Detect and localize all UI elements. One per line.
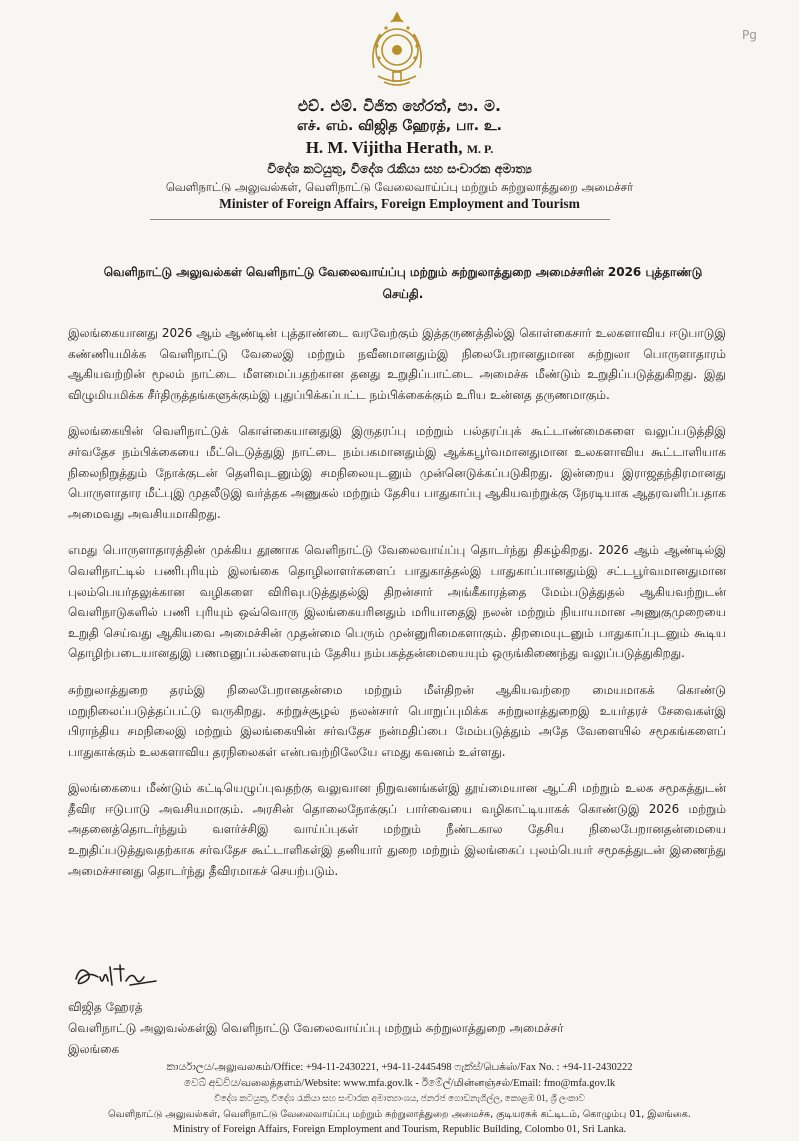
signature-block bbox=[68, 997, 564, 1060]
signatory-country: இலங்கை bbox=[68, 1042, 120, 1056]
footer-address-english: Ministry of Foreign Affairs, Foreign Employment and Tourism, Republic Building, Colombo 01, Sri Lanka. bbox=[172, 1124, 627, 1135]
name-english-suffix: M. P. bbox=[466, 142, 494, 156]
corner-mark: Pg bbox=[742, 28, 757, 42]
footer-address-tamil: வெளிநாட்டு அலுவல்கள், வெளிநாட்டு வேலைவாய்ப்பு மற்றும் சுற்றுலாத்துறை அமைச்சு, குடியரசுக் கட்டிடம், கொழும்பு 01, இலங்கை. bbox=[108, 1108, 691, 1120]
footer-contact: කාර්යාලය/அலுவலகம்/Office: +94-11-2430221, +94-11-2445498 ෆැක්ස්/பெக்ஸ்/Fax No. : +94-11-2430222 bbox=[166, 1062, 633, 1073]
name-tamil: எச். எம். விஜித ஹேரத், பா. உ. bbox=[297, 118, 502, 134]
name-english bbox=[0, 138, 799, 158]
name-sinhala: එච්. එම්. විජිත හේරත්, පා. ම. bbox=[297, 97, 502, 115]
header-divider bbox=[150, 219, 610, 220]
ministry-english: Minister of Foreign Affairs, Foreign Employment and Tourism bbox=[219, 196, 580, 211]
paragraph-3: எமது பொருளாதாரத்தின் முக்கிய தூணாக வெளிநாட்டு வேலைவாய்ப்பு தொடர்ந்து திகழ்கிறது. 2026 ஆம் ஆண்டில்இ வெளிநாட்டில் பணிபுரியும் இலங்கை தொழிலாளர்களைப் பாதுகாத்தல்இ பாதுகாப்பானதும்இ சட்டபூர்வமானதுமான புலம்பெயர்தலுக்கான வழிகளை விரிவுபடுத்துதல்இ திறன்சார் அங்கீகாரத்தை மேம்படுத்துதல் ஆகியவற்றுடன் வெளிநாடுகளில் பணி புரியும் ஒவ்வொரு இலங்கையரினதும் மரியாதைஇ நலன் மற்றும் நியாயமான அணுகுமுறையை உறுதி செய்வது ஆகியவை அமைச்சின் முதன்மை பெரும் முன்னுரிமைகளாகும். திறமையுடனும் பாதுகாப்புடனும் கூடிய தொழிற்படையானதுஇ பணமனுப்பல்களையும் தேசிய நம்பகத்தன்மையையும் ஒருங்கிணைந்து வலுப்படுத்துகிறது. bbox=[68, 543, 726, 661]
paragraph-5: இலங்கையை மீண்டும் கட்டியெழுப்புவதற்கு வலுவான நிறுவனங்கள்இ தூய்மையான ஆட்சி மற்றும் உலக சமூகத்துடன் தீவிர ஈடுபாடு அவசியமாகும். அரசின் தொலைநோக்குப் பார்வையை வழிகாட்டியாகக் கொண்டுஇ 2026 மற்றும் அதனைத்தொடர்ந்தும் வளர்ச்சிஇ வாய்ப்புகள் மற்றும் நீண்டகால தேசிய நிலைபேறானதன்மையை உறுதிப்படுத்துவதற்காக சர்வதேச கூட்டாளிகள்இ தனியார் துறை மற்றும் இலங்கைப் புலம்பெயர் சமூகத்துடன் இணைந்து அமைச்சானது தொடர்ந்து தீவிரமாகச் செயற்படும். bbox=[68, 781, 726, 878]
sri-lanka-emblem-icon bbox=[366, 10, 428, 90]
paragraph-4: சுற்றுலாத்துறை தரம்இ நிலைபேறானதன்மை மற்றும் மீள்திறன் ஆகியவற்றை மையமாகக் கொண்டு மறுநிலைப்படுத்தப்பட்டு வருகிறது. சுற்றுச்சூழல் நலன்சார் பொறுப்புமிக்க சுற்றுலாத்துறைஇ உயர்தரச் சேவைகள்இ பிராந்திய சமநிலைஇ மற்றும் இலங்கையின் சர்வதேச நன்மதிப்பை மேம்படுத்தும் அதே வேளையில் சமூகங்களைப் பாதுகாக்கும் உலகளாவிய தரநிலைகள் என்பவற்றிலேயே எமது கவனம் உள்ளது. bbox=[68, 682, 726, 759]
paragraph-1: இலங்கையானது 2026 ஆம் ஆண்டின் புத்தாண்டை வரவேற்கும் இத்தருணத்தில்இ கொள்கைசார் உலகளாவிய ஈடுபாடுஇ கண்ணியமிக்க வெளிநாட்டு வேலைஇ மற்றும் நவீனமானதும்இ நிலைபேறானதுமான சுற்றுலா பொருளாதாரம் ஆகியவற்றின் மூலம் நாட்டை மீளமைப்பதற்கான தனது உறுதிப்பாட்டை அமைச்சு மீண்டும் உறுதிப்படுத்துகிறது. இது விழுமியமிக்க சீர்திருத்தங்களுக்கும்இ புதுப்பிக்கப்பட்ட நம்பிக்கைக்கும் உரிய உன்னத தருணமாகும். bbox=[68, 326, 726, 402]
signatory-name: விஜித ஹேரத் bbox=[68, 1000, 143, 1014]
name-english-text: H. M. Vijitha Herath, bbox=[305, 138, 463, 157]
ministry-sinhala: විදේශ කටයුතු, විදේශ රැකියා සහ සංචාරක අමාත්‍ය bbox=[267, 161, 532, 176]
letterhead-footer bbox=[0, 1060, 799, 1138]
paragraph-2: இலங்கையின் வெளிநாட்டுக் கொள்கையானதுஇ இருதரப்பு மற்றும் பல்தரப்புக் கூட்டாண்மைகளை வலுப்படுத்திஇ சர்வதேச நம்பிக்கையை மீட்டெடுத்துஇ நாட்டை நம்பகமானதும்இ ஆக்கபூர்வமானதுமான உலகளாவிய கூட்டாளியாக நிலைநிறுத்தும் நோக்குடன் தெளிவுடனும்இ சமநிலையுடனும் முன்னெடுக்கப்படுகிறது. இன்றைய இராஜதந்திரமானது பொருளாதார மீட்புஇ முதலீடுஇ வர்த்தக அணுகல் மற்றும் தேசிய பாதுகாப்பு ஆகியவற்றுக்கு நேரடியாக ஆதரவளிப்பதாக அமைவது அவசியமாகிறது. bbox=[68, 424, 726, 521]
footer-address-sinhala: විදේශ කටයුතු, විදේශ රැකියා සහ සංචාරක අමාත්‍යාංශය, ජනරජ ගොඩනැගිල්ල, කොළඹ 01, ශ්‍රී ලංකාව bbox=[214, 1093, 585, 1103]
signatory-title: வெளிநாட்டு அலுவல்கள்இ வெளிநாட்டு வேலைவாய்ப்பு மற்றும் சுற்றுலாத்துறை அமைச்சர் bbox=[68, 1021, 564, 1035]
footer-web: වෙබ් අඩවිය/வலைத்தளம்/Website: www.mfa.gov.lk - ඊමේල්/மின்னஞ்சல்/Email: fmo@mfa.gov.lk bbox=[183, 1077, 616, 1089]
handwritten-signature bbox=[70, 957, 160, 993]
ministry-tamil: வெளிநாட்டு அலுவல்கள், வெளிநாட்டு வேலைவாய்ப்பு மற்றும் சுற்றுலாத்துறை அமைச்சர் bbox=[165, 180, 634, 194]
message-title: வெளிநாட்டு அலுவல்கள்‍ வெளிநாட்டு வேலைவாய்ப்பு மற்றும் சுற்றுலாத்துறை அமைச்சரின் 2026 புத்தாண்டு செய்தி. bbox=[103, 265, 703, 301]
message-body bbox=[68, 323, 726, 897]
